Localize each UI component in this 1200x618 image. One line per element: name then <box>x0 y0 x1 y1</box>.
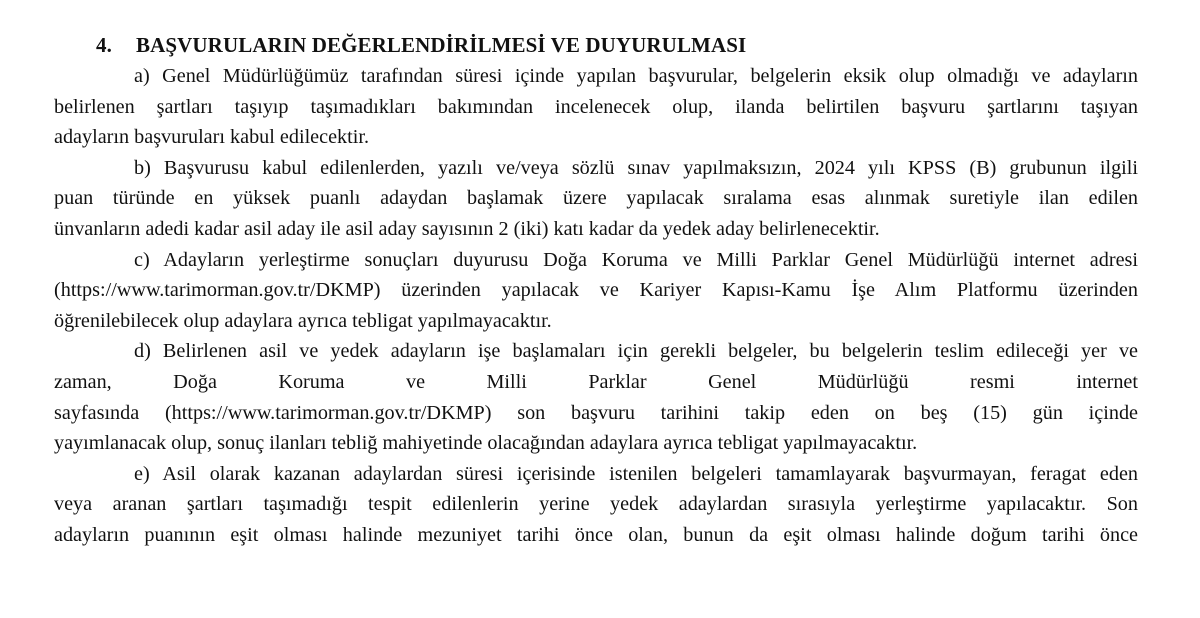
paragraph-line: adayların başvuruları kabul edilecektir. <box>54 126 370 149</box>
paragraph-line: d) Belirlenen asil ve yedek adayların işe başlamaları için gerekli belgeler, bu belgelerin teslim edileceği yer ve <box>134 340 1138 363</box>
paragraph-line: b) Başvurusu kabul edilenlerden, yazılı ve/veya sözlü sınav yapılmaksızın, 2024 yılı KPSS (B) grubunun ilgili <box>134 156 1138 179</box>
paragraph-line: veya aranan şartları taşımadığı tespit edilenlerin yerine yedek adaylardan sırasıyla yerleştirme yapılacaktır. Son <box>54 493 1138 516</box>
paragraph-b <box>54 153 1138 245</box>
paragraph-line: (https://www.tarimorman.gov.tr/DKMP) üzerinden yapılacak ve Kariyer Kapısı-Kamu İşe Alım Platformu üzerinden <box>54 279 1138 302</box>
section-heading <box>54 30 1138 61</box>
paragraph-d <box>54 336 1138 458</box>
paragraph-line: zaman, Doğa Koruma ve Milli Parklar Genel Müdürlüğü resmi internet <box>54 370 1138 393</box>
paragraph-line: yayımlanacak olup, sonuç ilanları tebliğ mahiyetinde olacağından adaylara ayrıca tebligat yapılmayacaktır. <box>54 432 918 455</box>
paragraph-line: adayların puanının eşit olması halinde mezuniyet tarihi önce olan, bunun da eşit olması halinde doğum tarihi önce <box>54 523 1138 546</box>
section-number: 4. <box>96 33 112 57</box>
paragraph-line: sayfasında (https://www.tarimorman.gov.tr/DKMP) son başvuru tarihini takip eden on beş (15) gün içinde <box>54 401 1138 424</box>
paragraph-line: belirlenen şartları taşıyıp taşımadıkları bakımından incelenecek olup, ilanda belirtilen başvuru şartlarını taşıyan <box>54 95 1138 118</box>
paragraph-line: e) Asil olarak kazanan adaylardan süresi içerisinde istenilen belgeleri tamamlayarak başvurmayan, feragat eden <box>134 462 1138 485</box>
paragraph-line: c) Adayların yerleştirme sonuçları duyurusu Doğa Koruma ve Milli Parklar Genel Müdürlüğü internet adresi <box>134 248 1138 271</box>
document-page <box>54 30 1138 551</box>
paragraph-line: ünvanların adedi kadar asil aday ile asil aday sayısının 2 (iki) katı kadar da yedek aday belirlenecektir. <box>54 217 880 240</box>
paragraph-e <box>54 459 1138 551</box>
section-title: BAŞVURULARIN DEĞERLENDİRİLMESİ VE DUYURULMASI <box>136 33 747 57</box>
paragraph-a <box>54 61 1138 153</box>
paragraph-c <box>54 245 1138 337</box>
paragraph-line: öğrenilebilecek olup adaylara ayrıca tebligat yapılmayacaktır. <box>54 309 552 332</box>
paragraph-line: a) Genel Müdürlüğümüz tarafından süresi içinde yapılan başvurular, belgelerin eksik olup olmadığı ve adayların <box>134 65 1138 87</box>
paragraph-line: puan türünde en yüksek puanlı adaydan başlamak üzere yapılacak sıralama esas alınmak suretiyle ilan edilen <box>54 187 1138 210</box>
